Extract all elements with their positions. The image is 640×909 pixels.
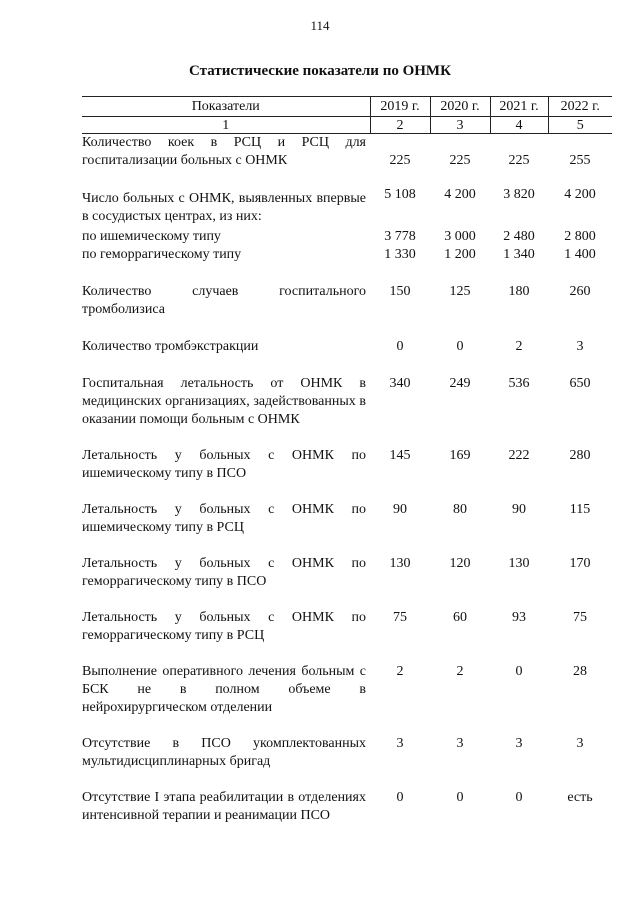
cell-2022: 280	[569, 448, 591, 463]
cell-2021: 2 480	[503, 229, 535, 244]
page-title: Статистические показатели по ОНМК	[189, 63, 451, 79]
table-row	[82, 319, 612, 356]
cell-2022: 3	[576, 339, 584, 354]
cell-2019: 1 330	[384, 247, 416, 262]
column-header-indicators: Показатели	[82, 97, 370, 117]
cell-2019: 225	[389, 153, 411, 168]
cell-2019: 90	[393, 502, 407, 517]
row-label: Отсутствие I этапа реабилитации в отделениях интенсивной терапии и реанимации ПСО	[82, 790, 366, 823]
cell-2019: 3 778	[384, 229, 416, 244]
cell-2019: 2	[396, 664, 404, 679]
cell-2020: 60	[453, 610, 467, 625]
cell-2021: 1 340	[503, 247, 535, 262]
column-header-2021: 2021 г.	[490, 97, 548, 117]
row-label: Летальность у больных с ОНМК по ишемическому типу в РСЦ	[82, 502, 366, 535]
cell-2019: 130	[389, 556, 411, 571]
cell-2021: 3	[515, 736, 523, 751]
row-label: Количество случаев госпитального тромболизиса	[82, 284, 366, 317]
cell-2019: 150	[389, 284, 411, 299]
cell-2022: 28	[573, 664, 587, 679]
cell-2020: 4 200	[444, 187, 476, 202]
table-row	[82, 356, 612, 429]
row-label: Госпитальная летальность от ОНМК в медицинских организациях, задействованных в оказании помощи больным с ОНМК	[82, 376, 366, 427]
cell-2021: 130	[508, 556, 530, 571]
cell-2020: 3	[456, 736, 464, 751]
cell-2019: 5 108	[384, 187, 416, 202]
cell-2019: 0	[396, 790, 404, 805]
table-row	[82, 264, 612, 319]
cell-2021: 3 820	[503, 187, 535, 202]
cell-2020: 249	[449, 376, 471, 391]
cell-2022: 2 800	[564, 229, 596, 244]
cell-2022: 260	[569, 284, 591, 299]
cell-2020: 2	[456, 664, 464, 679]
cell-2020: 120	[449, 556, 471, 571]
table-header-row	[82, 97, 612, 117]
page-number: 114	[310, 18, 330, 33]
cell-2021: 180	[508, 284, 530, 299]
column-header-2022: 2022 г.	[548, 97, 612, 117]
cell-2020: 0	[456, 790, 464, 805]
table-subrow	[82, 226, 612, 246]
row-label: Летальность у больных с ОНМК по геморрагическому типу в ПСО	[82, 556, 366, 589]
cell-2021: 0	[515, 664, 523, 679]
cell-2022: 170	[569, 556, 591, 571]
table-row	[82, 645, 612, 717]
column-number: 5	[548, 117, 612, 134]
table-row	[82, 771, 612, 825]
cell-2021: 90	[512, 502, 526, 517]
cell-2022: 3	[576, 736, 584, 751]
column-header-2019: 2019 г.	[370, 97, 430, 117]
cell-2019: 340	[389, 376, 411, 391]
row-label: Количество коек в РСЦ и РСЦ для госпитализации больных с ОНМК	[82, 135, 366, 168]
table-row	[82, 170, 612, 226]
cell-2022: 75	[573, 610, 587, 625]
statistics-table	[82, 96, 612, 825]
cell-2020: 80	[453, 502, 467, 517]
cell-2022: 4 200	[564, 187, 596, 202]
cell-2020: 125	[449, 284, 471, 299]
cell-2020: 1 200	[444, 247, 476, 262]
cell-2019: 3	[396, 736, 404, 751]
subrow-label: по геморрагическому типу	[82, 247, 242, 262]
cell-2019: 145	[389, 448, 411, 463]
cell-2022: есть	[567, 790, 593, 805]
row-label: Летальность у больных с ОНМК по ишемическому типу в ПСО	[82, 448, 366, 481]
cell-2021: 536	[508, 376, 530, 391]
row-label: Выполнение оперативного лечения больным с БСК не в полном объеме в нейрохирургическом отделении	[82, 664, 366, 715]
cell-2022: 650	[569, 376, 591, 391]
cell-2022: 115	[569, 502, 591, 517]
table-subrow	[82, 246, 612, 264]
row-label: Число больных с ОНМК, выявленных впервые в сосудистых центрах, из них:	[82, 191, 366, 224]
cell-2020: 225	[449, 153, 471, 168]
table-row	[82, 591, 612, 645]
cell-2021: 93	[512, 610, 526, 625]
cell-2021: 222	[508, 448, 530, 463]
column-header-2020: 2020 г.	[430, 97, 490, 117]
subrow-label: по ишемическому типу	[82, 229, 221, 244]
cell-2019: 75	[393, 610, 407, 625]
column-number: 3	[430, 117, 490, 134]
table-row	[82, 537, 612, 591]
cell-2020: 169	[449, 448, 471, 463]
column-number: 2	[370, 117, 430, 134]
cell-2021: 225	[508, 153, 530, 168]
cell-2019: 0	[396, 339, 404, 354]
cell-2021: 2	[515, 339, 523, 354]
cell-2022: 255	[569, 153, 591, 168]
table-row	[82, 134, 612, 171]
row-label: Отсутствие в ПСО укомплектованных мультидисциплинарных бригад	[82, 736, 366, 769]
table-row	[82, 429, 612, 483]
column-number: 1	[82, 117, 370, 134]
column-number: 4	[490, 117, 548, 134]
cell-2020: 0	[456, 339, 464, 354]
table-row	[82, 483, 612, 537]
column-number-row	[82, 117, 612, 134]
row-label: Летальность у больных с ОНМК по геморрагическому типу в РСЦ	[82, 610, 366, 643]
table-row	[82, 717, 612, 771]
cell-2021: 0	[515, 790, 523, 805]
cell-2022: 1 400	[564, 247, 596, 262]
cell-2020: 3 000	[444, 229, 476, 244]
row-label: Количество тромбэкстракции	[82, 339, 259, 354]
